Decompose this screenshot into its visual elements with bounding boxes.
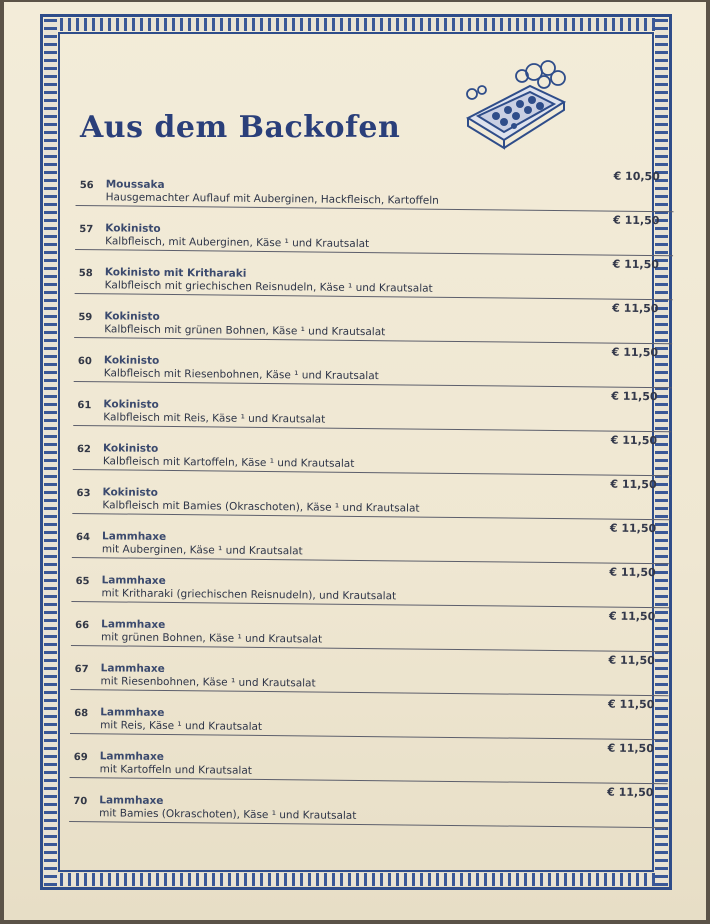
menu-item [71,558,669,608]
item-description: Kalbfleisch mit Reis, Käse ¹ und Krautsalat [103,411,326,426]
item-number: 56 [79,180,94,192]
menu-item [74,338,672,388]
item-number: 62 [76,444,91,456]
greek-key-border-left [44,18,57,886]
item-number: 60 [77,356,92,368]
item-number: 65 [75,576,90,588]
item-number: 57 [79,224,94,236]
item-name: Lammhaxe [100,706,165,719]
item-name: Lammhaxe [101,574,166,587]
item-price: € 11,50 [610,477,657,492]
item-name: Kokinisto mit Kritharaki [104,266,247,280]
menu-item [73,426,671,476]
menu-item [70,690,668,740]
menu-item [76,162,674,212]
item-name: Kokinisto [105,222,161,235]
baking-dish-illustration [460,56,570,152]
item-description: Kalbfleisch, mit Auberginen, Käse ¹ und Krautsalat [105,235,370,251]
item-number: 66 [75,620,90,632]
item-description: Kalbfleisch mit grünen Bohnen, Käse ¹ und Krautsalat [104,323,386,339]
menu-item [70,646,668,696]
item-name: Lammhaxe [100,662,165,675]
item-price: € 11,50 [610,433,658,448]
menu-item [73,382,671,432]
item-name: Lammhaxe [102,530,167,543]
item-price: € 11,50 [609,565,656,580]
item-number: 63 [76,488,91,500]
item-description: mit Bamies (Okraschoten), Käse ¹ und Krautsalat [99,807,357,822]
menu-item [72,514,670,564]
menu-item [75,206,673,256]
border-inner-line-left [58,32,60,872]
section-title: Aus dem Backofen [80,110,401,145]
item-name: Lammhaxe [99,750,164,763]
item-description: mit grünen Bohnen, Käse ¹ und Krautsalat [100,631,323,646]
item-name: Moussaka [105,178,165,191]
item-name: Lammhaxe [101,618,166,631]
item-description: Kalbfleisch mit Kartoffeln, Käse ¹ und Krautsalat [102,455,355,470]
item-price: € 11,50 [608,653,655,668]
item-name: Kokinisto [102,486,158,499]
item-name: Kokinisto [103,354,160,367]
item-number: 70 [73,796,88,808]
item-price: € 11,50 [612,301,659,316]
item-number: 68 [74,708,89,720]
item-description: Kalbfleisch mit Bamies (Okraschoten), Käse ¹ und Krautsalat [102,499,420,515]
menu-list [69,162,674,828]
item-price: € 11,50 [609,521,657,536]
item-number: 67 [74,664,89,676]
item-price: € 11,50 [607,785,654,800]
item-price: € 11,50 [613,213,660,228]
item-number: 59 [78,312,93,324]
item-price: € 11,50 [607,741,654,756]
item-number: 58 [78,268,93,280]
menu-item [75,250,673,300]
menu-item [72,470,670,520]
item-name: Lammhaxe [99,794,164,807]
item-description: mit Riesenbohnen, Käse ¹ und Krautsalat [100,675,316,690]
menu-item [70,734,668,784]
item-number: 69 [73,752,88,764]
item-description: Hausgemachter Auflauf mit Auberginen, Hackfleisch, Kartoffeln [105,191,439,207]
item-description: Kalbfleisch mit griechischen Reisnudeln, Käse ¹ und Krautsalat [104,279,433,295]
item-name: Kokinisto [104,310,160,323]
menu-item [69,778,667,828]
item-number: 64 [76,532,91,544]
item-price: € 10,50 [613,169,660,184]
item-name: Kokinisto [102,442,159,455]
item-price: € 11,50 [608,609,656,624]
item-price: € 11,50 [612,257,660,272]
menu-item [71,602,669,652]
item-price: € 11,50 [608,697,655,712]
item-description: mit Reis, Käse ¹ und Krautsalat [100,719,263,733]
item-name: Kokinisto [103,398,159,411]
border-inner-line-bottom [58,870,654,872]
greek-key-border-bottom [44,873,668,886]
item-description: Kalbfleisch mit Riesenbohnen, Käse ¹ und Krautsalat [103,367,379,383]
border-inner-line-top [58,32,654,34]
item-price: € 11,50 [611,389,658,404]
item-number: 61 [77,400,92,412]
item-description: mit Auberginen, Käse ¹ und Krautsalat [101,543,303,558]
menu-page [4,2,706,920]
item-description: mit Kartoffeln und Krautsalat [99,763,252,777]
item-description: mit Kritharaki (griechischen Reisnudeln), und Krautsalat [101,587,397,603]
greek-key-border-top [44,18,668,31]
menu-item [74,294,672,344]
item-price: € 11,50 [611,345,659,360]
